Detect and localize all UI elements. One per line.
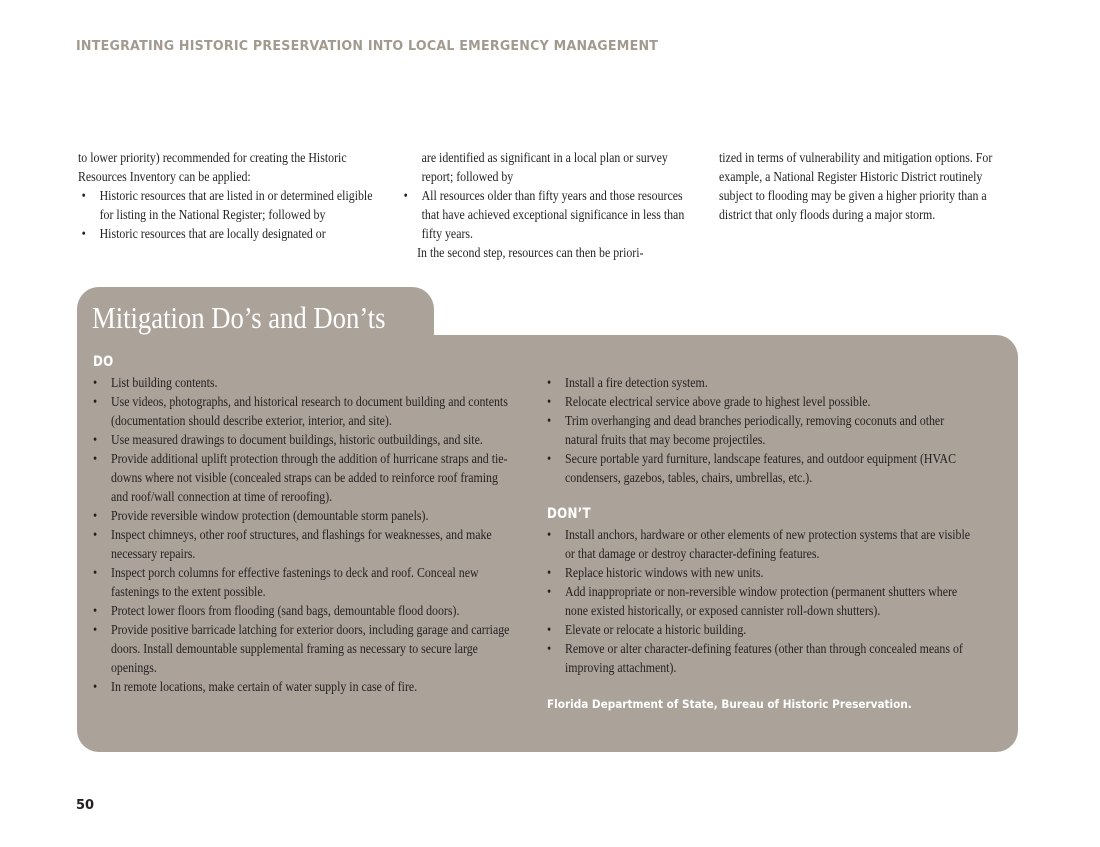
body-column-1	[78, 148, 375, 243]
list-item: • Provide additional uplift protection through the addition of hurricane straps and tie-downs where not visible (concealed straps can be added to reinforce roof framing and roof/wall connection at time of reroofing).	[93, 449, 516, 506]
list-item: • Use videos, photographs, and historical research to document building and contents (documentation should describe exterior, interior, and site).	[93, 392, 516, 430]
list-item: • Replace historic windows with new units.	[547, 563, 975, 582]
list-item: • Install anchors, hardware or other elements of new protection systems that are visible or that damage or destroy character-defining features.	[547, 525, 975, 563]
bullet-continuation: are identified as significant in a local plan or survey report; followed by	[421, 150, 668, 184]
list-item: • Provide reversible window protection (demountable storm panels).	[93, 506, 516, 525]
list-item: • Provide positive barricade latching for exterior doors, including garage and carriage doors. Install demountable supplemental framing as necessary to secure large openings.	[93, 620, 516, 677]
page-number: 50	[76, 798, 95, 813]
column3-paragraph: tized in terms of vulnerability and mitigation options. For example, a National Register Historic District routinely subject to flooding may be given a higher priority than a district that only floods during a major storm.	[719, 150, 993, 222]
list-item: • Elevate or relocate a historic building.	[547, 620, 975, 639]
list-item: • List building contents.	[93, 373, 516, 392]
list-item: • Add inappropriate or non-reversible window protection (permanent shutters where none existed historically, or exposed cannister roll-down shutters).	[547, 582, 975, 620]
list-item: • In remote locations, make certain of water supply in case of fire.	[93, 677, 516, 696]
list-item: • Secure portable yard furniture, landscape features, and outdoor equipment (HVAC condensers, gazebos, tables, chairs, umbrellas, etc.).	[547, 449, 975, 487]
list-item: • Historic resources that are listed in or determined eligible for listing in the National Register; followed by	[78, 186, 375, 224]
body-column-3	[719, 148, 1012, 224]
column2-bullet-list	[400, 186, 688, 243]
do-list-continued	[547, 373, 975, 487]
do-heading: DO	[93, 354, 114, 370]
list-item: • All resources older than fifty years and those resources that have achieved exceptional significance in less than fifty years.	[400, 186, 688, 243]
list-item: • Protect lower floors from flooding (sand bags, demountable flood doors).	[93, 601, 516, 620]
column2-paragraph: In the second step, resources can then be priori-	[417, 245, 644, 260]
source-credit: Florida Department of State, Bureau of Historic Preservation.	[547, 697, 912, 711]
column1-bullet-list	[78, 186, 375, 243]
list-item: • Remove or alter character-defining features (other than through concealed means of improving attachment).	[547, 639, 975, 677]
list-item: • Use measured drawings to document buildings, historic outbuildings, and site.	[93, 430, 516, 449]
list-item: • Inspect porch columns for effective fastenings to deck and roof. Conceal new fastenings to the extent possible.	[93, 563, 516, 601]
running-header: INTEGRATING HISTORIC PRESERVATION INTO LOCAL EMERGENCY MANAGEMENT	[76, 38, 659, 54]
column1-intro: to lower priority) recommended for creating the Historic Resources Inventory can be applied:	[78, 150, 347, 184]
list-item: • Inspect chimneys, other roof structures, and flashings for weaknesses, and make necessary repairs.	[93, 525, 516, 563]
list-item: • Relocate electrical service above grade to highest level possible.	[547, 392, 975, 411]
sidebar-title: Mitigation Do’s and Don’ts	[92, 300, 386, 335]
dont-heading: DON’T	[547, 506, 591, 522]
list-item: • Install a fire detection system.	[547, 373, 975, 392]
body-column-2	[400, 148, 688, 262]
list-item: • Trim overhanging and dead branches periodically, removing coconuts and other natural fruits that may become projectiles.	[547, 411, 975, 449]
dont-list	[547, 525, 975, 677]
do-list	[93, 373, 516, 696]
list-item: • Historic resources that are locally designated or	[78, 224, 375, 243]
